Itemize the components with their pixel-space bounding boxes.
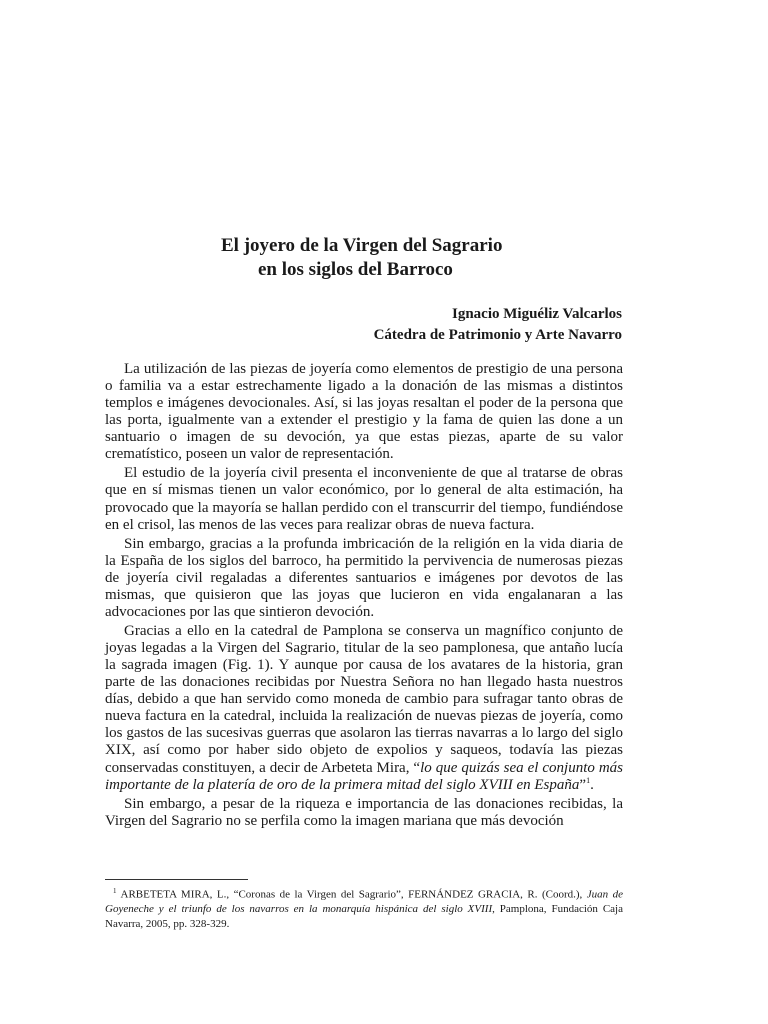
- paragraph-4: [105, 623, 623, 794]
- footnote-book-title: Juan de Goyeneche y el triunfo de los navarros en la monarquía hispánica del siglo XVIII: [105, 888, 623, 916]
- footnote: [105, 884, 623, 931]
- title-line-2: en los siglos del Barroco: [258, 259, 453, 280]
- title-line-1: El joyero de la Virgen del Sagrario: [221, 235, 503, 256]
- paragraph-5: Sin embargo, a pesar de la riqueza e importancia de las donaciones recibidas, la Virgen del Sagrario no se perfila como la imagen mariana que más devoción: [105, 795, 623, 829]
- paragraph-3: Sin embargo, gracias a la profunda imbricación de la religión en la vida diaria de la España de los siglos del barroco, ha permitido la pervivencia de numerosas piezas de joyería civil regaladas a diferentes santuarios e imágenes por devotos de las mismas, que quisieron que las joyas que lucieron en vida engalanaran a las advocaciones por las que sintieron devoción.: [105, 535, 623, 620]
- quotation: lo que quizás sea el conjunto más importante de la platería de oro de la primera mitad del siglo XVIII en España: [105, 759, 623, 793]
- footnote-text: ARBETETA MIRA, L., “Coronas de la Virgen del Sagrario”, FERNÁNDEZ GRACIA, R. (Coord.),: [120, 888, 587, 901]
- article-title: [221, 234, 641, 282]
- paragraph-1: La utilización de las piezas de joyería como elementos de prestigio de una persona o familia va a estar estrechamente ligado a la donación de las mismas a distintos templos e imágenes devocionales. Así, si las joyas resaltan el poder de la persona que las porta, igualmente van a extender el prestigio y la fama de quien las done a un santuario o imagen de su devoción, ya que estas piezas, aparte de su valor crematístico, poseen un valor de representación.: [105, 361, 623, 463]
- paragraph-2: El estudio de la joyería civil presenta el inconveniente de que al tratarse de obras que en sí mismas tienen un valor económico, por lo general de alta estimación, ha provocado que la mayoría se hallan perdido con el transcurrir del tiempo, fundiéndose en el crisol, las menos de las veces para realizar obras de nueva factura.: [105, 465, 623, 533]
- quote-close: ”: [579, 776, 587, 793]
- paragraph-4-text: Gracias a ello en la catedral de Pamplona se conserva un magnífico conjunto de joyas legadas a la Virgen del Sagrario, titular de la seo pamplonesa, que antaño lucía la sagrada imagen (Fig. 1). Y aunque por causa de los avatares de la historia, gran parte de las donaciones recibidas por Nuestra Señora no han llegado hasta nuestros días, debido a que han servido como moneda de cambio para sufragar tanto obras de nueva factura en la catedral, incluida la realización de nuevas piezas de joyería, como los gastos de las sucesivas guerras que asolaron las tierras navarras a lo largo del siglo XIX, así como por haber sido objeto de expolios y saqueos, todavía las piezas conservadas constituyen, a decir de Arbeteta Mira, “: [105, 622, 623, 776]
- author-block: [374, 304, 622, 346]
- author-name: Ignacio Miguéliz Valcarlos: [452, 306, 622, 322]
- author-affiliation: Cátedra de Patrimonio y Arte Navarro: [373, 327, 622, 343]
- footnote-mark: 1: [113, 887, 117, 895]
- footnote-separator: [105, 879, 248, 880]
- article-body: [105, 361, 623, 830]
- footnote-publication: , Pamplona, Fundación Caja Navarra, 2005, pp. 328-329.: [105, 903, 623, 930]
- footnote-reference[interactable]: 1: [586, 775, 591, 785]
- paragraph-4-end: .: [590, 776, 594, 793]
